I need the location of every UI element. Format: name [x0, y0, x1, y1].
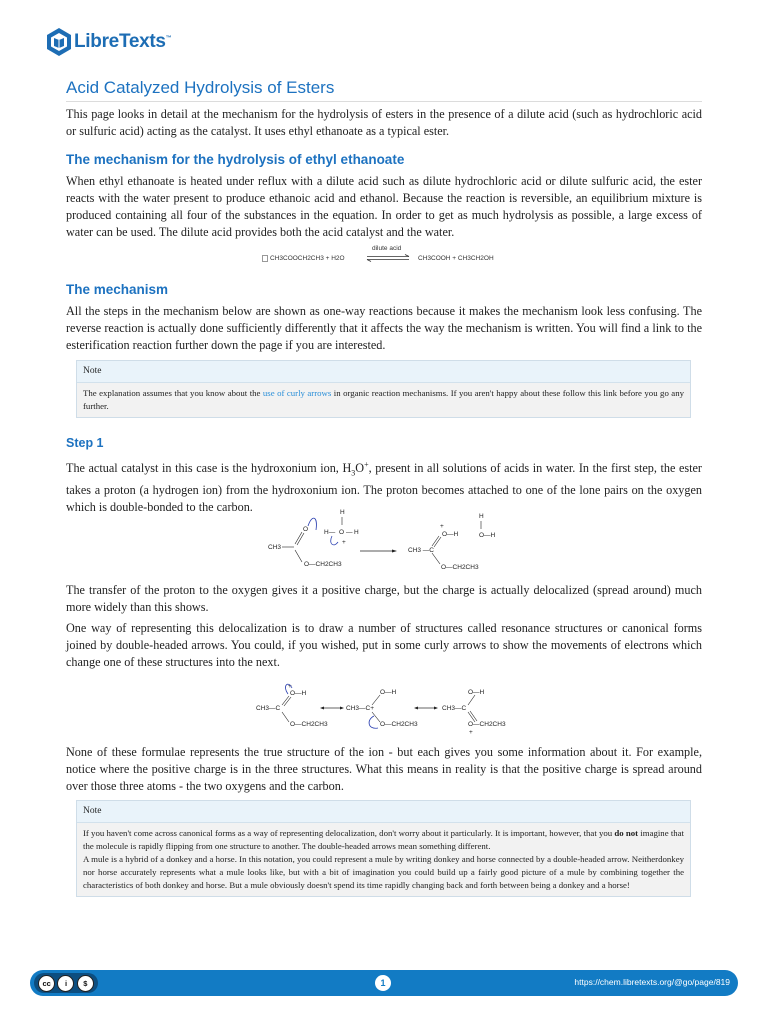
resonance-arrow-icon	[414, 707, 438, 710]
equilibrium-arrow-icon	[365, 254, 411, 262]
d1-right-h: H	[354, 529, 359, 536]
d2-s1-plus: +	[288, 683, 292, 690]
d1-ch3: CH3	[268, 544, 282, 551]
equation-condition: dilute acid	[372, 245, 402, 252]
d2-s1-oet: O—CH2CH3	[290, 721, 328, 728]
none-formulae-paragraph: None of these formulae represents the true structure of the ion - but each gives you some information about it. For example, notice where the positive charge is in the three structures. What this means in reality is that the positive charge is spread around over those three atoms - the two oxygens and the carbon.	[66, 745, 702, 793]
d1-product-oet: O—CH2CH3	[441, 564, 479, 571]
libretexts-logo-icon	[46, 27, 72, 57]
d2-s2-oet: O—CH2CH3	[380, 721, 418, 728]
libretexts-logo[interactable]	[46, 27, 171, 57]
d2-s1-ch3c: CH3—C	[256, 705, 281, 712]
d1-product-oh: O—H	[442, 531, 459, 538]
d1-product-ch3c: CH3 —C	[408, 547, 435, 554]
note-body	[77, 823, 690, 896]
page-url-link[interactable]: https://chem.libretexts.org/@go/page/819	[574, 977, 730, 987]
d2-s2-ch3cplus: CH3—C+	[346, 705, 374, 712]
d1-plus: +	[342, 539, 346, 546]
d1-water-h: H	[479, 513, 484, 520]
d1-h-bond: H—	[324, 529, 336, 536]
equation-right: CH3COOH + CH3CH2OH	[418, 255, 494, 262]
d1-product-plus: +	[440, 523, 444, 530]
d1-top-h: H	[340, 509, 345, 516]
broken-image-icon	[262, 255, 268, 262]
d1-hydroxonium-o: O	[339, 529, 345, 536]
delocalization-paragraph: One way of representing this delocalization is to draw a number of structures called resonance structures or canonical forms joined by double-headed arrows. You could, if you wished, put in some curly arrows to show the movements of electrons which change one of these structures into the next.	[66, 621, 702, 669]
note-body: The explanation assumes that you know about the use of curly arrows in organic reaction mechanisms. If you aren't happy about these follow this link before you go any further.	[77, 383, 690, 417]
intro-paragraph: This page looks in detail at the mechanism for the hydrolysis of esters in the presence of a dilute acid (such as hydrochloric acid or sulfuric acid) acting as the catalyst. It uses ethyl ethanoate as a typical ester.	[66, 107, 702, 138]
equation-left: CH3COOCH2CH3 + H2O	[270, 255, 345, 262]
d2-s3-ch3c: CH3—C	[442, 705, 467, 712]
resonance-arrow-icon	[320, 707, 344, 710]
resonance-structures-diagram	[254, 676, 524, 736]
page-footer	[30, 970, 738, 996]
d2-s3-oet: O—CH2CH3	[468, 721, 506, 728]
d1-ester-o: O	[303, 526, 309, 533]
d2-s1-oh: O—H	[290, 690, 307, 697]
d1-och2ch3: O—CH2CH3	[304, 561, 342, 568]
attribution-icon: i	[57, 975, 74, 992]
brand-name: LibreTexts™	[74, 31, 172, 52]
section-heading-mechanism-hydrolysis: The mechanism for the hydrolysis of ethyl ethanoate	[66, 152, 405, 167]
svg-text:—: —	[346, 529, 353, 536]
noncommercial-icon: $	[77, 975, 94, 992]
page-title: Acid Catalyzed Hydrolysis of Esters	[66, 78, 702, 102]
page-number: 1	[375, 975, 391, 991]
reaction-equation	[262, 245, 512, 267]
curly-arrows-link[interactable]: use of curly arrows	[262, 388, 332, 398]
d2-s3-oh: O—H	[468, 689, 485, 696]
cc-icon: cc	[38, 975, 55, 992]
d2-s2-oh: O—H	[380, 689, 397, 696]
note-box-curly-arrows	[76, 360, 691, 418]
note-paragraph-2: A mule is a hybrid of a donkey and a horse. In this notation, you could represent a mule by writing donkey and horse connected by a double-headed arrow. Neitherdonkey nor horse accurately represents what a mule looks like, but with a bit of imagination you could build up a fairly good picture of a mule by combining together the characteristics of both donkey and horse. But a mule obviously doesn't spend its time rapidly changing back and forth between being a donkey and a horse!	[83, 854, 684, 890]
transfer-paragraph: The transfer of the proton to the oxygen gives it a positive charge, but the charge is actually delocalized (spread around) much more widely than this shows.	[66, 583, 702, 614]
note-label: Note	[77, 801, 690, 823]
step1-heading: Step 1	[66, 436, 104, 450]
step1-paragraph: The actual catalyst in this case is the hydroxonium ion, $H_3O^+$, present in all solutions of acids in water. In the first step, the ester takes a proton (a hydrogen ion) from the hydroxonium ion. The proton becomes attached to one of the lone pairs on the oxygen which is double-bonded to the carbon.	[66, 460, 702, 514]
section-heading-the-mechanism: The mechanism	[66, 282, 169, 297]
section1-paragraph: When ethyl ethanoate is heated under reflux with a dilute acid such as dilute hydrochloric acid or dilute sulfuric acid, the ester reacts with the water present to produce ethanoic acid and ethanol. Because the reaction is reversible, an equilibrium mixture is produced containing all four of the substances in the equation. In order to get as much hydrolysis as possible, a large excess of water can be used. The dilute acid provides both the acid catalyst and the water.	[66, 174, 702, 239]
note-label: Note	[77, 361, 690, 383]
note-paragraph-1: If you haven't come across canonical forms as a way of representing delocalization, don't worry about it particularly. It is important, however, that you do not imagine that the molecule is rapidly flipping from one structure to another. The double-headed arrows mean something different.	[83, 828, 685, 851]
section2-paragraph: All the steps in the mechanism below are shown as one-way reactions because it makes the mechanism look less confusing. The reverse reaction is actually done sufficiently differently that it affects the way the mechanism is written. You will find a link to the esterification reaction further down the page if you are interested.	[66, 304, 702, 352]
d2-s3-plus: +	[469, 729, 473, 736]
d1-water-oh: O—H	[479, 532, 496, 539]
cc-license-badge[interactable]	[34, 973, 98, 993]
note-box-canonical-forms	[76, 800, 691, 897]
step1-mechanism-diagram	[258, 506, 518, 576]
